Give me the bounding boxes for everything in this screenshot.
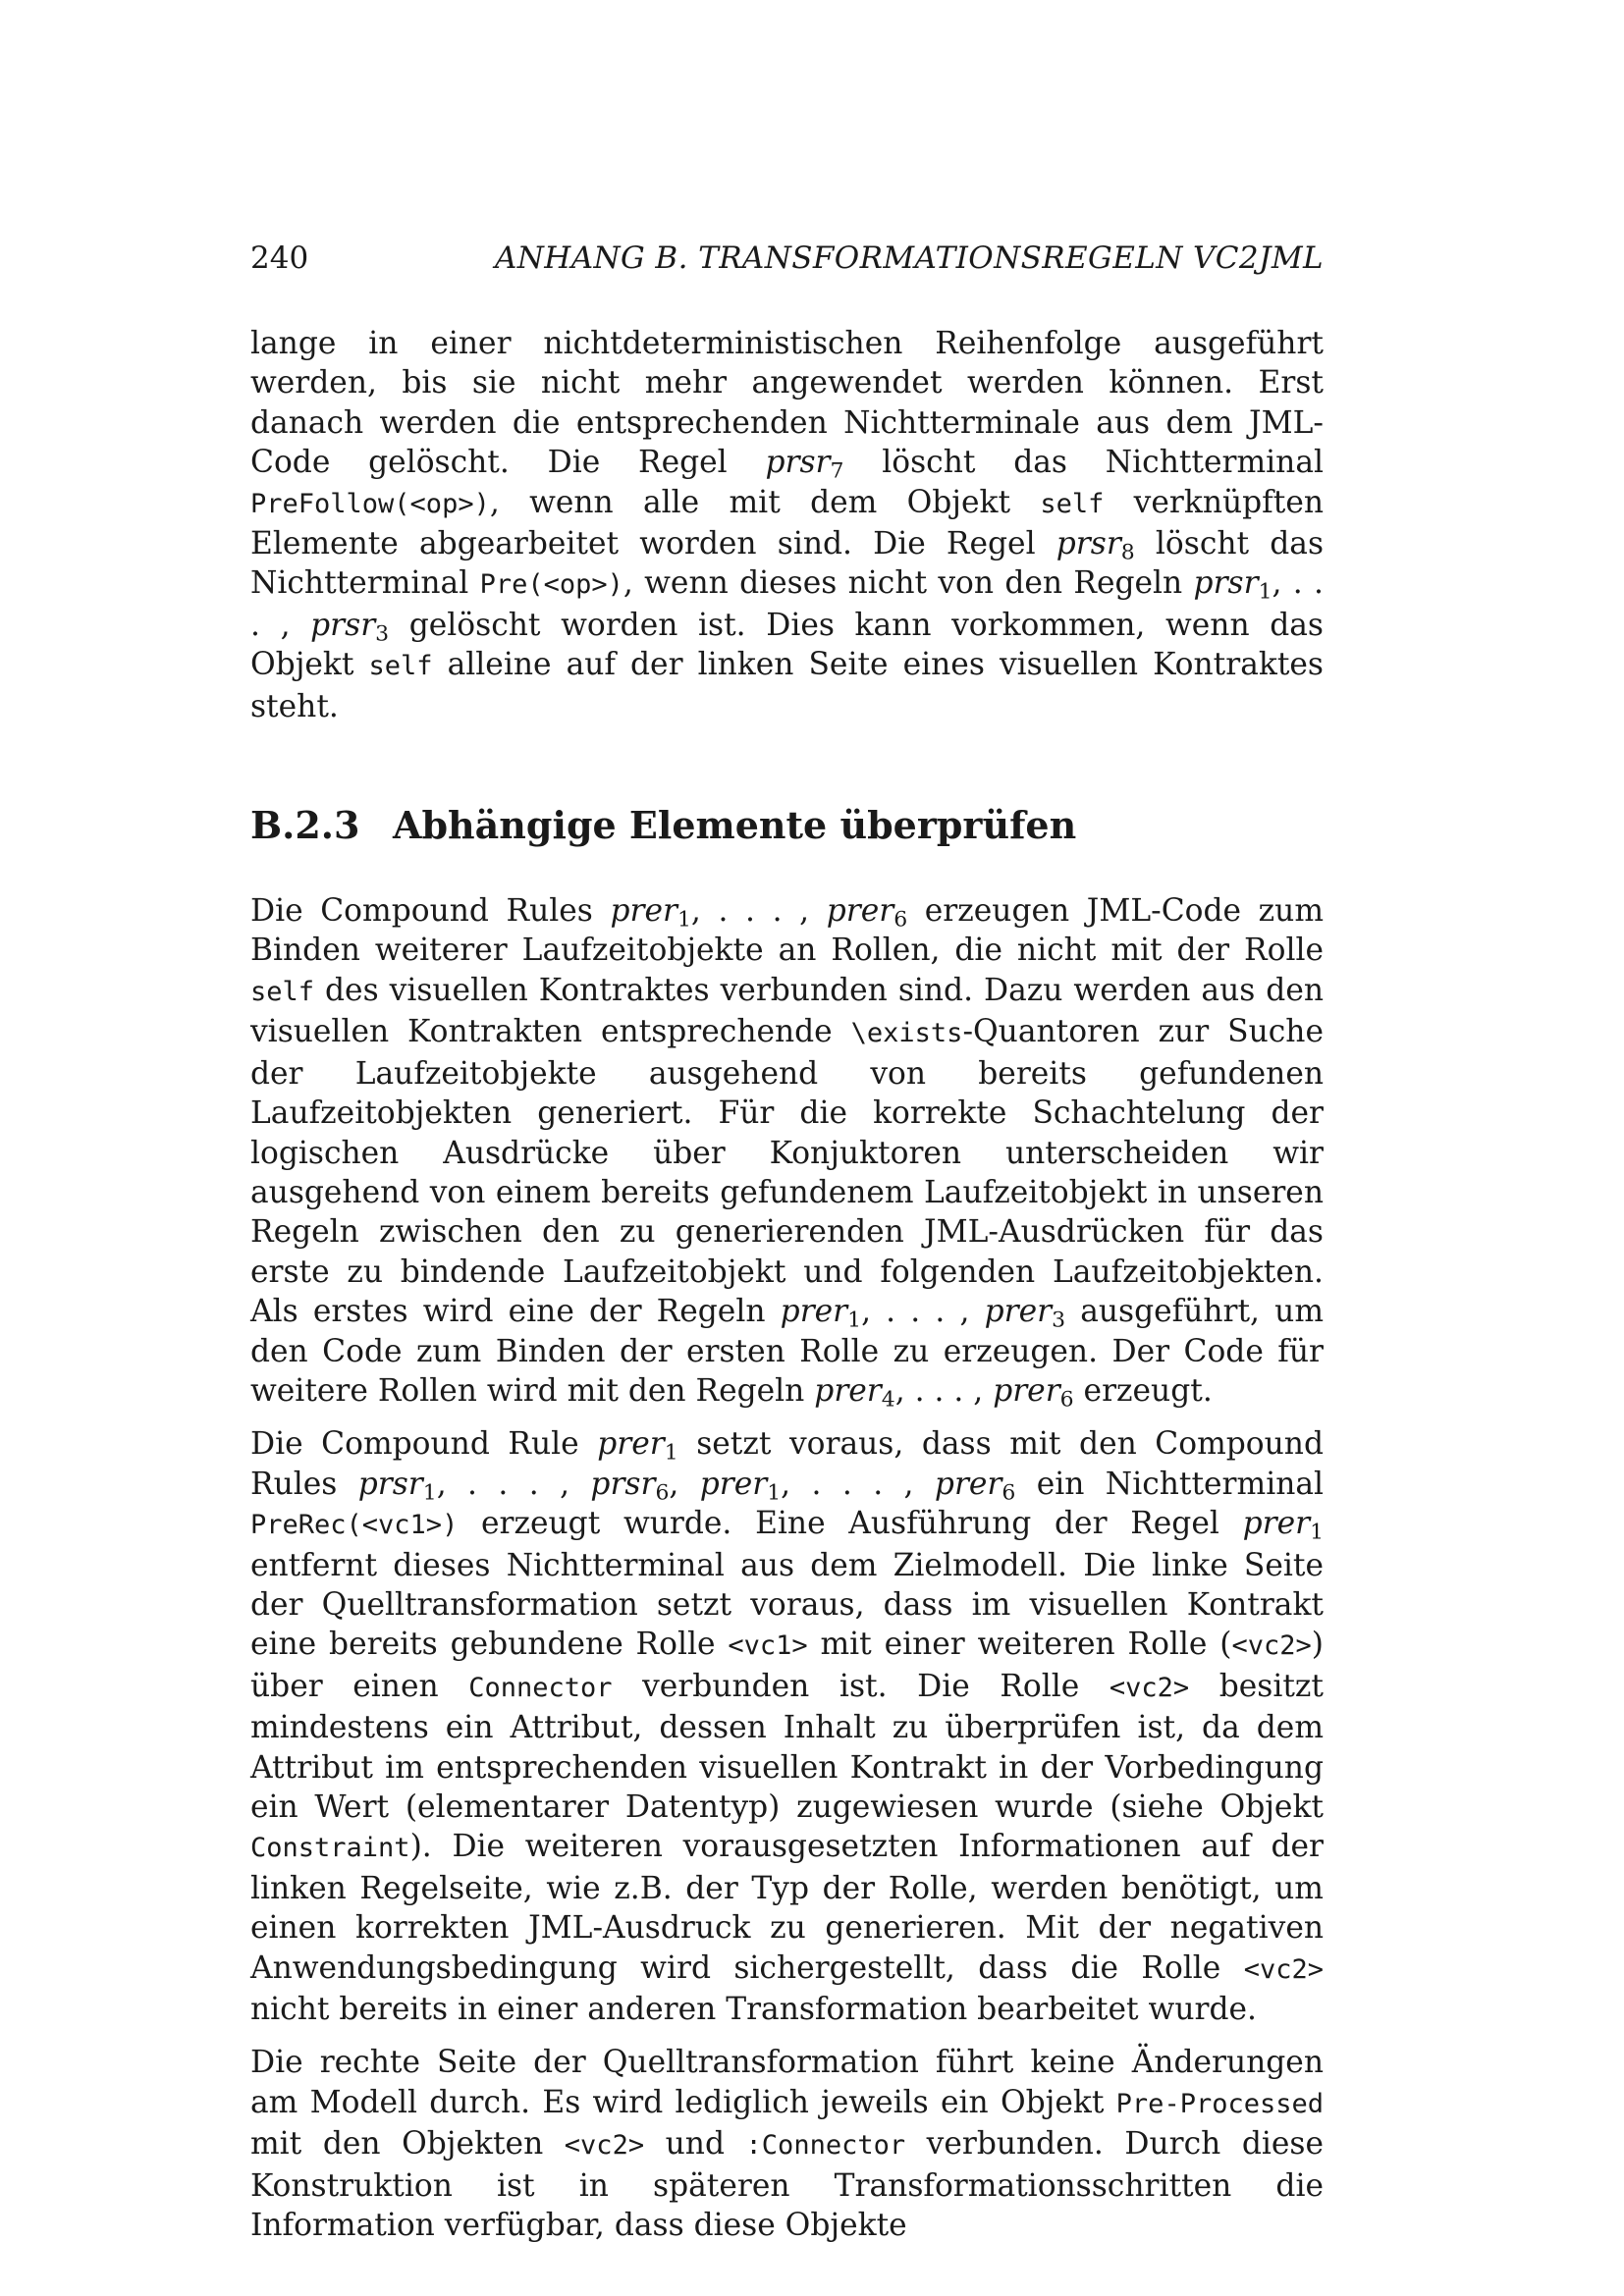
text: löscht das Nichtterminal — [843, 445, 1324, 481]
code-vc2: <vc2> — [1231, 1630, 1312, 1662]
text: und — [644, 2126, 746, 2163]
math-prer: prer — [780, 1294, 848, 1330]
text: Die Compound Rule — [250, 1426, 598, 1463]
math-sub: 4 — [881, 1387, 895, 1413]
code-self: self — [368, 651, 433, 682]
text: entfernt dieses Nichtterminal aus dem Zielmodell. Die linke Seite der Quelltransformation setzt voraus, dass im visuellen Kontrakt eine bereits gebundene Rolle — [250, 1547, 1324, 1663]
math-prer: prer — [814, 1372, 882, 1409]
code-preprocessed: Pre-Processed — [1115, 2088, 1324, 2119]
text: , . . . , — [781, 1466, 935, 1502]
paragraph-4 — [250, 2043, 1324, 2245]
text: , . . . , — [436, 1466, 591, 1502]
text: verknüpften Elemente abgearbeitet worden sind. Die Regel — [250, 484, 1325, 562]
math-sub: 6 — [893, 907, 908, 933]
math-sub: 1 — [422, 1480, 437, 1506]
code-self: self — [250, 976, 315, 1007]
math-sub: 3 — [1052, 1308, 1066, 1333]
math-prsr: prsr — [590, 1466, 656, 1502]
section-title: Abhängige Elemente überprüfen — [393, 803, 1077, 848]
running-head — [250, 240, 1324, 280]
code-connector: :Connector — [745, 2130, 906, 2162]
code-constraint: Constraint — [250, 1833, 410, 1864]
page-number: 240 — [250, 240, 309, 276]
math-prsr: prsr — [1056, 526, 1121, 562]
text: erzeugt. — [1073, 1372, 1213, 1409]
code-vc1: <vc1> — [728, 1630, 808, 1662]
text: , . . . , — [250, 565, 1325, 643]
math-sub: 3 — [375, 621, 390, 647]
text: erzeugen JML-Code zum Binden weiterer Laufzeitobjekte an Rollen, die nicht mit der Rolle — [250, 893, 1325, 969]
text: setzt voraus, dass mit den Compound Rules — [250, 1426, 1324, 1502]
math-prsr: prsr — [357, 1466, 423, 1502]
section-number: B.2.3 — [250, 803, 360, 848]
code-prerec: PreRec(<vc1>) — [250, 1510, 459, 1541]
paragraph-2 — [250, 891, 1324, 1411]
math-prer: prer — [610, 893, 677, 930]
paragraph-1 — [250, 324, 1324, 726]
text: mit den Objekten — [250, 2126, 565, 2163]
math-prer: prer — [826, 893, 894, 930]
text: verbunden. Durch diese Konstruktion ist in späteren Transformationsschritten die Information verfügbar, dass diese Objekte — [250, 2126, 1324, 2244]
text: nicht bereits in einer anderen Transformation bearbeitet wurde. — [250, 1992, 1257, 2028]
code-vc2: <vc2> — [564, 2130, 645, 2162]
paragraph-3 — [250, 1424, 1324, 2029]
math-sub: 8 — [1120, 540, 1135, 565]
code-self: self — [1040, 488, 1105, 519]
math-prer: prer — [699, 1466, 768, 1502]
code-vc2: <vc2> — [1109, 1672, 1190, 1703]
text: alleine auf der linken Seite eines visuellen Kontraktes steht. — [250, 647, 1324, 724]
text: erzeugt wurde. Eine Ausführung der Regel — [458, 1506, 1243, 1542]
text: -Quantoren zur Suche der Laufzeitobjekte ausgehend von bereits gefundenen Laufzeitobjekten generiert. Für die korrekte Schachtelung der logischen Ausdrücke über Konjuktoren unterscheiden wir ausgehend von einem bereits gefundenem Laufzeitobjekt in unseren Regeln zwischen den zu generierenden JML-Ausdrücken für das erste zu bindende Laufzeitobjekt und folgenden Laufzeitobjekten. Als erstes wird eine der Regeln — [250, 1014, 1324, 1330]
text: mit einer weiteren Rolle ( — [807, 1627, 1232, 1663]
math-sub: 6 — [1001, 1480, 1016, 1506]
math-prer: prer — [597, 1426, 665, 1463]
text: besitzt mindestens ein Attribut, dessen Inhalt zu überprüfen ist, da dem Attribut im entsprechenden visuellen Kontrakt in der Vorbedingung ein Wert (elementarer Datentyp) zugewiesen wurde (siehe Objekt — [250, 1668, 1324, 1825]
math-sub: 1 — [847, 1308, 862, 1333]
math-sub: 1 — [677, 907, 691, 933]
math-prer: prer — [984, 1294, 1053, 1330]
math-sub: 6 — [1059, 1387, 1074, 1413]
code-prefollow: PreFollow(<op>) — [250, 488, 490, 519]
text: löscht das Nichtterminal — [250, 526, 1325, 602]
code-pre: Pre(<op>) — [479, 569, 623, 601]
text: ein Nichtterminal — [1015, 1466, 1325, 1502]
chapter-title: ANHANG B. TRANSFORMATIONSREGELN VC2JML — [494, 240, 1324, 276]
math-prer: prer — [934, 1466, 1002, 1502]
text: gelöscht worden ist. Dies kann vorkommen, wenn das Objekt — [250, 607, 1324, 683]
text: ausgeführt, um den Code zum Binden der ersten Rolle zu erzeugen. Der Code für weitere Rollen wird mit den Regeln — [250, 1294, 1324, 1409]
math-sub: 1 — [1310, 1520, 1324, 1545]
section-heading — [250, 803, 1324, 847]
math-prer: prer — [1242, 1506, 1311, 1542]
text: Die rechte Seite der Quelltransformation führt keine Änderungen am Modell durch. Es wird lediglich jeweils ein Objekt — [250, 2045, 1324, 2120]
math-sub: 1 — [767, 1480, 782, 1506]
text: ) über einen — [250, 1627, 1324, 1704]
text: des visuellen Kontraktes verbunden sind. Dazu werden aus den visuellen Kontrakten entsprechende — [250, 972, 1324, 1050]
text: lange in einer nichtdeterministischen Reihenfolge ausgeführt werden, bis sie nicht mehr angewendet werden können. Erst danach werden die entsprechenden Nichtterminale aus dem JML-Code gelöscht. Die Regel — [250, 326, 1324, 481]
text: verbunden ist. Die Rolle — [612, 1668, 1110, 1704]
code-exists: \exists — [850, 1018, 963, 1049]
text: , — [669, 1466, 700, 1502]
math-prsr: prsr — [1193, 565, 1259, 602]
math-sub: 1 — [664, 1440, 678, 1466]
text: Die Compound Rules — [250, 893, 611, 930]
text: , . . . , — [861, 1294, 985, 1330]
text: , . . . , — [690, 893, 827, 930]
text: ). Die weiteren vorausgesetzten Informationen auf der linken Regelseite, wie z.B. der Typ der Rolle, werden benötigt, um einen korrekten JML-Ausdruck zu generieren. Mit der negativen Anwendungsbedingung wird sichergestellt, dass die Rolle — [250, 1829, 1324, 1986]
math-sub: 1 — [1258, 579, 1272, 605]
text: , . . . , — [894, 1372, 994, 1409]
page — [250, 240, 1324, 2245]
math-prer: prer — [993, 1372, 1060, 1409]
math-prsr: prsr — [765, 445, 831, 481]
math-sub: 7 — [830, 458, 844, 484]
code-connector: Connector — [468, 1672, 613, 1703]
math-sub: 6 — [655, 1480, 670, 1506]
code-vc2: <vc2> — [1243, 1953, 1324, 1985]
text: , wenn alle mit dem Objekt — [489, 484, 1041, 520]
text: , wenn dieses nicht von den Regeln — [623, 565, 1194, 602]
math-prsr: prsr — [310, 607, 376, 643]
